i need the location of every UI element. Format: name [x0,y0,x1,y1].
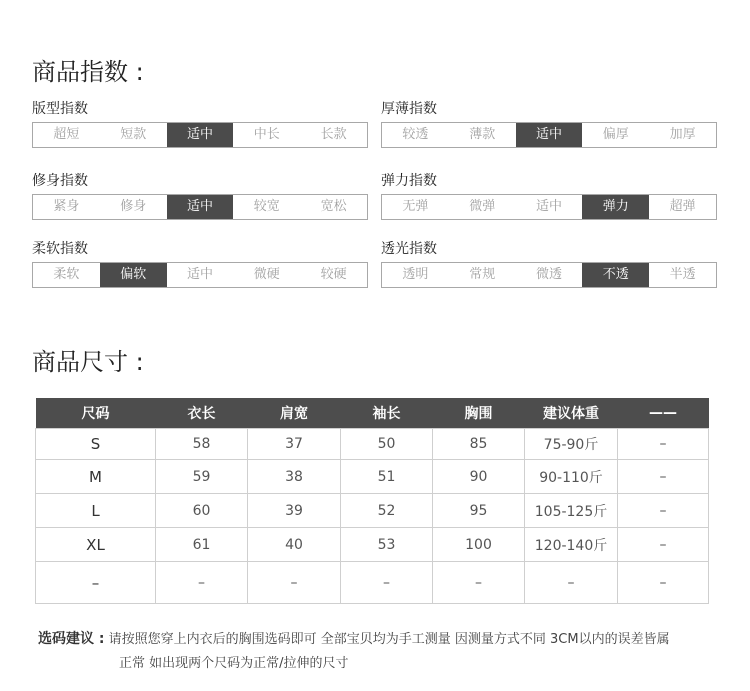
size-advice-text: 正常 如出现两个尺码为正常/拉伸的尺寸 [119,656,349,671]
size-table [35,398,709,604]
column-header: 尺码 [36,398,156,429]
index-group [32,239,368,288]
table-cell: 53 [341,528,433,562]
index-option: 中长 [253,127,280,142]
index-scale [381,194,717,220]
table-row [36,460,709,494]
index-label: 版型指数 [32,101,88,117]
index-option: 较硬 [320,267,347,282]
index-scale [32,122,368,148]
index-option: 长款 [320,127,347,142]
index-option-selected: 适中 [516,123,583,147]
table-cell: L [36,494,156,528]
index-group [381,239,717,288]
index-label: 柔软指数 [32,241,88,257]
size-advice-text: 请按照您穿上内衣后的胸围选码即可 全部宝贝均为手工测量 因测量方式不同 3CM以内的误差皆属 [108,632,670,647]
table-cell: 61 [156,528,248,562]
table-cell: 90-110斤 [525,460,618,494]
table-cell: 85 [433,429,525,460]
table-cell: – [156,562,248,604]
size-advice-label: 选码建议 : [38,631,105,647]
index-label: 修身指数 [32,173,88,189]
table-cell: – [248,562,341,604]
product-index-title: 商品指数 : [32,58,144,86]
index-label: 透光指数 [381,241,437,257]
index-group [381,99,717,148]
index-group [32,171,368,220]
table-cell: 40 [248,528,341,562]
index-label: 弹力指数 [381,173,437,189]
table-cell: – [618,494,709,528]
table-cell: XL [36,528,156,562]
table-cell: – [618,528,709,562]
table-cell: 95 [433,494,525,528]
index-scale [32,262,368,288]
table-cell: 90 [433,460,525,494]
table-cell: S [36,429,156,460]
index-option: 常规 [469,267,496,282]
index-label: 厚薄指数 [381,101,437,117]
column-header: —— [618,398,709,429]
table-row [36,562,709,604]
column-header: 衣长 [156,398,248,429]
index-option: 紧身 [53,199,80,214]
index-group [381,171,717,220]
table-cell: – [618,562,709,604]
table-cell: 38 [248,460,341,494]
size-advice-note [38,627,718,676]
index-option: 超弹 [669,199,696,214]
table-cell: 59 [156,460,248,494]
table-header-row [36,398,709,429]
index-option-selected: 弹力 [582,195,649,219]
index-option: 无弹 [402,199,429,214]
column-header: 肩宽 [248,398,341,429]
table-cell: – [433,562,525,604]
table-row [36,494,709,528]
index-option: 微透 [535,267,562,282]
index-option: 超短 [53,127,80,142]
table-cell: – [36,562,156,604]
table-cell: 58 [156,429,248,460]
index-option: 薄款 [469,127,496,142]
table-cell: 37 [248,429,341,460]
table-cell: – [341,562,433,604]
index-option-selected: 适中 [167,123,234,147]
table-cell: – [525,562,618,604]
index-option: 较透 [402,127,429,142]
column-header: 胸围 [433,398,525,429]
index-option: 柔软 [53,267,80,282]
index-option: 适中 [535,199,562,214]
table-cell: – [618,460,709,494]
table-cell: 75-90斤 [525,429,618,460]
table-cell: 105-125斤 [525,494,618,528]
index-option: 宽松 [320,199,347,214]
index-option: 偏厚 [602,127,629,142]
table-row [36,429,709,460]
table-cell: 100 [433,528,525,562]
index-option: 短款 [120,127,147,142]
index-option-selected: 不透 [582,263,649,287]
product-size-title: 商品尺寸 : [32,348,144,376]
index-option: 加厚 [669,127,696,142]
table-cell: M [36,460,156,494]
index-option: 透明 [402,267,429,282]
index-scale [381,122,717,148]
column-header: 袖长 [341,398,433,429]
index-scale [381,262,717,288]
index-option: 较宽 [253,199,280,214]
table-cell: 39 [248,494,341,528]
index-option: 微硬 [253,267,280,282]
index-option: 微弹 [469,199,496,214]
index-option: 适中 [186,267,213,282]
table-row [36,528,709,562]
index-group [32,99,368,148]
index-option: 半透 [669,267,696,282]
index-scale [32,194,368,220]
table-cell: 60 [156,494,248,528]
index-option: 修身 [120,199,147,214]
table-cell: – [618,429,709,460]
table-cell: 51 [341,460,433,494]
index-option-selected: 适中 [167,195,234,219]
table-cell: 120-140斤 [525,528,618,562]
column-header: 建议体重 [525,398,618,429]
index-option-selected: 偏软 [100,263,167,287]
table-cell: 52 [341,494,433,528]
table-cell: 50 [341,429,433,460]
